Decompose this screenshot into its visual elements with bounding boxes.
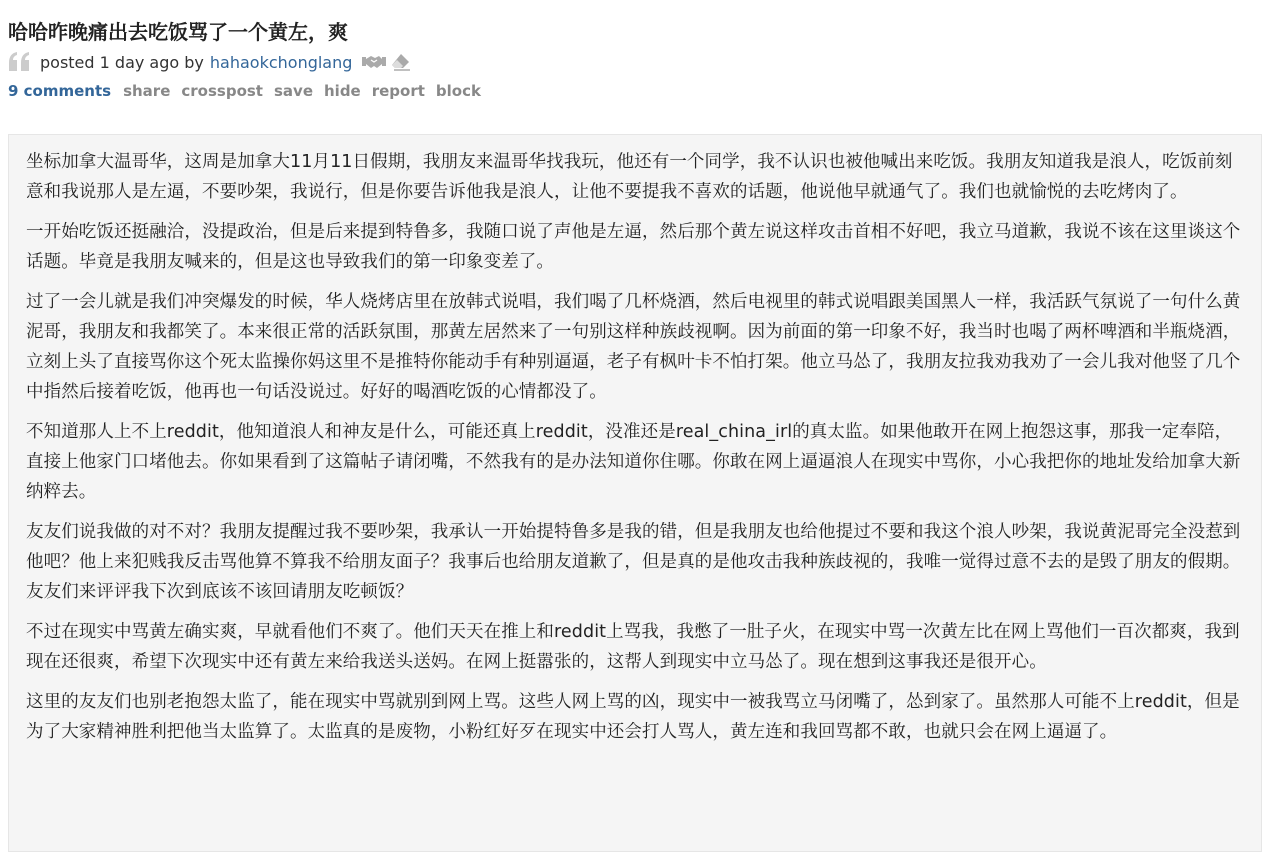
body-paragraph: 不过在现实中骂黄左确实爽，早就看他们不爽了。他们天天在推上和reddit上骂我，我憋了一肚子火，在现实中骂一次黄左比在网上骂他们一百次都爽，我到现在还很爽，希望下次现实中还有黄左来给我送头送妈。在网上挺嚣张的，这帮人到现实中立马怂了。现在想到这事我还是很开心。 bbox=[26, 622, 1240, 672]
save-button[interactable]: save bbox=[273, 82, 313, 100]
comments-link[interactable]: 9 comments bbox=[8, 82, 112, 100]
post-body bbox=[8, 134, 1262, 852]
crosspost-button[interactable]: crosspost bbox=[181, 82, 263, 100]
quote-icon bbox=[8, 51, 32, 73]
post-tagline bbox=[8, 50, 1248, 74]
body-paragraph: 不知道那人上不上reddit，他知道浪人和神友是什么，可能还真上reddit，没准还是real_china_irl的真太监。如果他敢开在网上抱怨这事，那我一定奉陪，直接上他家门口堵他去。你如果看到了这篇帖子请闭嘴，不然我有的是办法知道你住哪。你敢在网上逼逼浪人在现实中骂你，小心我把你的地址发给加拿大新纳粹去。 bbox=[26, 422, 1241, 502]
post-title[interactable]: 哈哈昨晚痛出去吃饭骂了一个黄左，爽 bbox=[8, 20, 348, 44]
handshake-icon bbox=[362, 53, 386, 71]
hide-button[interactable]: hide bbox=[324, 82, 361, 100]
block-button[interactable]: block bbox=[435, 82, 481, 100]
post-actions bbox=[8, 80, 1248, 102]
post-header bbox=[8, 18, 1248, 102]
share-button[interactable]: share bbox=[123, 82, 171, 100]
body-paragraph: 这里的友友们也别老抱怨太监了，能在现实中骂就别到网上骂。这些人网上骂的凶，现实中一被我骂立马闭嘴了，怂到家了。虽然那人可能不上reddit，但是为了大家精神胜利把他当太监算了。太监真的是废物，小粉红好歹在现实中还会打人骂人，黄左连和我回骂都不敢，也就只会在网上逼逼了。 bbox=[26, 692, 1240, 742]
body-paragraph: 过了一会儿就是我们冲突爆发的时候，华人烧烤店里在放韩式说唱，我们喝了几杯烧酒，然后电视里的韩式说唱跟美国黑人一样，我活跃气氛说了一句什么黄泥哥，我朋友和我都笑了。本来很正常的活跃氛围，那黄左居然来了一句别这样种族歧视啊。因为前面的第一印象不好，我当时也喝了两杯啤酒和半瓶烧酒，立刻上头了直接骂你这个死太监操你妈这里不是推特你能动手有种别逼逼，老子有枫叶卡不怕打架。他立马怂了，我朋友拉我劝我劝了一会儿我对他竖了几个中指然后接着吃饭，他再也一句话没说过。好好的喝酒吃饭的心情都没了。 bbox=[26, 292, 1241, 402]
body-paragraph: 一开始吃饭还挺融洽，没提政治，但是后来提到特鲁多，我随口说了声他是左逼，然后那个黄左说这样攻击首相不好吧，我立马道歉，我说不该在这里谈这个话题。毕竟是我朋友喊来的，但是这也导致我们的第一印象变差了。 bbox=[26, 222, 1241, 272]
body-paragraph: 友友们说我做的对不对？我朋友提醒过我不要吵架，我承认一开始提特鲁多是我的错，但是我朋友也给他提过不要和我这个浪人吵架，我说黄泥哥完全没惹到他吧？他上来犯贱我反击骂他算不算我不给朋友面子？我事后也给朋友道歉了，但是真的是他攻击我种族歧视的，我唯一觉得过意不去的是毁了朋友的假期。友友们来评评我下次到底该不该回请朋友吃顿饭？ bbox=[26, 522, 1241, 602]
posted-time: posted 1 day ago by bbox=[40, 52, 204, 72]
author-link[interactable]: hahaokchonglang bbox=[209, 52, 353, 72]
report-button[interactable]: report bbox=[371, 82, 425, 100]
body-paragraph: 坐标加拿大温哥华，这周是加拿大11月11日假期，我朋友来温哥华找我玩，他还有一个同学，我不认识也被他喊出来吃饭。我朋友知道我是浪人，吃饭前刻意和我说那人是左逼，不要吵架，我说行，但是你要告诉他我是浪人，让他不要提我不喜欢的话题，他说他早就通气了。我们也就愉悦的去吃烤肉了。 bbox=[26, 152, 1233, 202]
eraser-icon bbox=[390, 53, 414, 71]
